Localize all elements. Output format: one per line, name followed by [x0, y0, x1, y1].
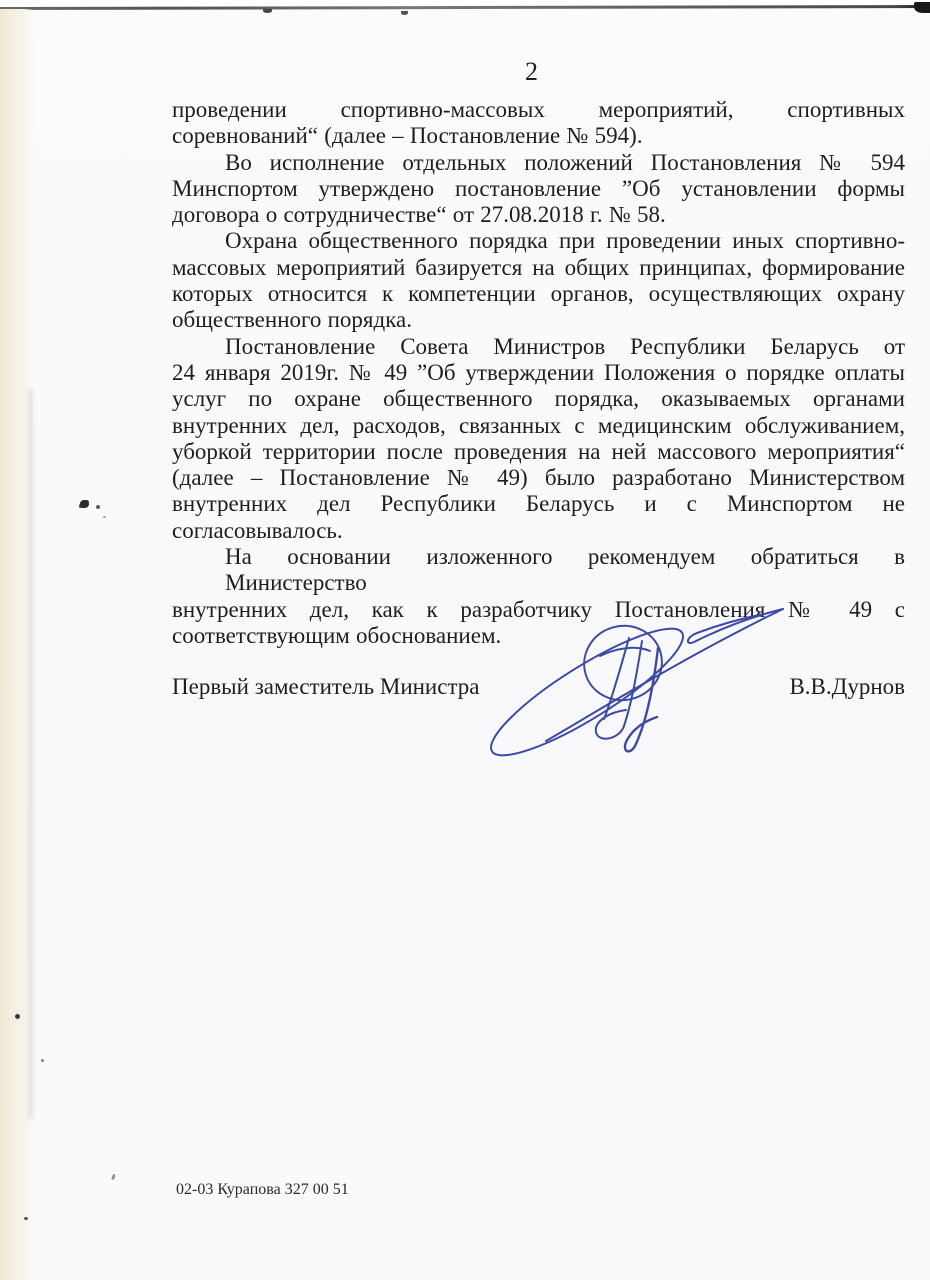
- scan-edge-line: [0, 5, 930, 10]
- ink-speck: [41, 1059, 44, 1062]
- signer-position-title: Первый заместитель Министра: [172, 674, 480, 699]
- text-line: соревнований“ (далее – Постановление № 594).: [172, 123, 643, 149]
- text-line: общественного порядка.: [172, 307, 412, 333]
- text-line: внутренних дел Республики Беларусь и с Минспортом не: [172, 491, 905, 517]
- document-body: [172, 97, 905, 649]
- text-line: (далее – Постановление № 49) было разработано Министерством: [172, 465, 905, 491]
- text-line: проведении спортивно-массовых мероприятий, спортивных: [172, 97, 905, 122]
- text-line: 24 января 2019г. № 49 ”Об утверждении Положения о порядке оплаты: [172, 359, 905, 385]
- scan-left-smudge: [28, 390, 33, 1120]
- text-line: внутренних дел, как к разработчику Постановления № 49 с: [172, 596, 905, 622]
- text-line: которых относится к компетенции органов, осуществляющих охрану: [172, 281, 905, 307]
- ink-speck: [24, 1217, 28, 1220]
- ink-speck: [103, 516, 106, 518]
- handwritten-signature-icon: [486, 600, 790, 762]
- text-line: договора о сотрудничестве“ от 27.08.2018 г. № 58.: [172, 202, 666, 228]
- text-line: Минспортом утверждено постановление ”Об установлении формы: [172, 175, 905, 201]
- scan-edge-tick: [263, 9, 272, 13]
- text-line: Постановление Совета Министров Республики Беларусь от: [225, 333, 905, 359]
- ink-speck: [96, 505, 100, 509]
- text-line: Охрана общественного порядка при проведении иных спортивно-: [225, 228, 905, 254]
- text-line: На основании изложенного рекомендуем обратиться в Министерство: [225, 544, 905, 596]
- footer-reference: 02-03 Курапова 327 00 51: [176, 1181, 349, 1198]
- text-line: соответствующим обоснованием.: [172, 622, 502, 648]
- text-line: внутренних дел, расходов, связанных с медицинским обслуживанием,: [172, 412, 905, 438]
- text-line: уборкой территории после проведения на ней массового мероприятия“: [172, 438, 905, 464]
- page-number: 2: [525, 57, 538, 86]
- text-line: Во исполнение отдельных положений Постановления № 594: [225, 149, 905, 175]
- text-line: массовых мероприятий базируется на общих принципах, формирование: [172, 254, 905, 280]
- ink-speck: [111, 1174, 116, 1181]
- ink-speck: [15, 1014, 20, 1019]
- ink-speck: [80, 500, 89, 508]
- text-line: услуг по охране общественного порядка, оказываемых органами: [172, 386, 905, 412]
- signer-name: В.В.Дурнов: [789, 674, 905, 699]
- scan-corner-mark: [914, 2, 930, 13]
- text-line: согласовывалось.: [172, 517, 343, 543]
- scan-edge-tick: [401, 11, 408, 15]
